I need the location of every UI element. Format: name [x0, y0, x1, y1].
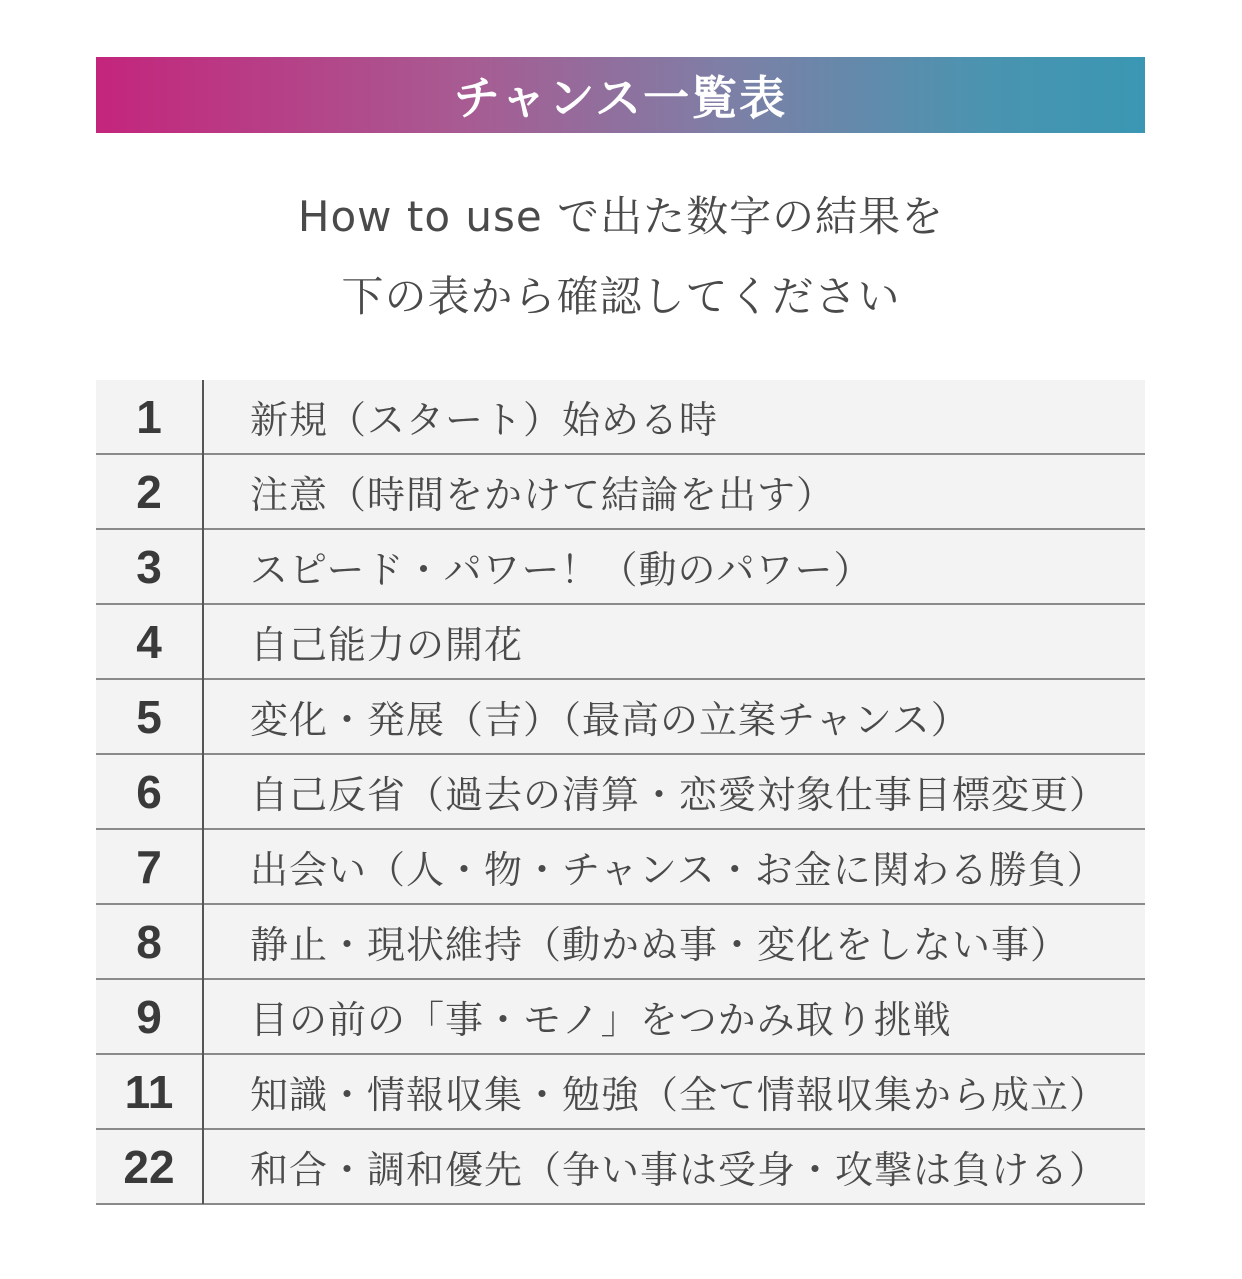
row-number: 4 [136, 615, 162, 668]
row-number: 6 [136, 765, 162, 818]
row-description: 注意（時間をかけて結論を出す） [250, 473, 836, 517]
table-row [96, 980, 1145, 1055]
row-number: 3 [136, 540, 162, 593]
row-number: 22 [123, 1140, 175, 1193]
row-description: 出会い（人・物・チャンス・お金に関わる勝負） [250, 848, 1106, 892]
row-description: 自己反省（過去の清算・恋愛対象仕事目標変更） [250, 773, 1109, 817]
intro-line-2: 下の表から確認してください [341, 272, 901, 321]
row-description: 知識・情報収集・勉強（全て情報収集から成立） [250, 1073, 1109, 1117]
table-row [96, 380, 1145, 455]
row-description: 自己能力の開花 [250, 623, 524, 667]
row-description: 変化・発展（吉）（最高の立案チャンス） [250, 698, 970, 742]
row-description: 和合・調和優先（争い事は受身・攻撃は負ける） [250, 1148, 1109, 1192]
row-number: 1 [136, 390, 162, 443]
table-row [96, 530, 1145, 605]
table-row [96, 680, 1145, 755]
table-row [96, 1130, 1145, 1205]
row-number: 2 [136, 465, 162, 518]
row-number: 9 [136, 990, 162, 1043]
row-description: 静止・現状維持（動かぬ事・変化をしない事） [250, 923, 1070, 967]
row-number: 5 [136, 690, 162, 743]
intro-line-1: How to use で出た数字の結果を [297, 192, 945, 241]
column-divider [202, 380, 204, 1204]
row-number: 8 [136, 915, 162, 968]
row-description: スピード・パワー！（動のパワー） [250, 548, 873, 592]
row-description: 新規（スタート）始める時 [250, 398, 719, 442]
page-title: チャンス一覧表 [453, 71, 788, 125]
row-description: 目の前の「事・モノ」をつかみ取り挑戦 [250, 998, 952, 1042]
chance-table [96, 380, 1145, 1204]
table-row [96, 830, 1145, 905]
table-row [96, 905, 1145, 980]
table-row [96, 1055, 1145, 1130]
table-row [96, 605, 1145, 680]
table-row [96, 455, 1145, 530]
table-row [96, 755, 1145, 830]
row-number: 11 [124, 1065, 174, 1118]
row-number: 7 [136, 840, 162, 893]
title-banner [96, 57, 1145, 133]
